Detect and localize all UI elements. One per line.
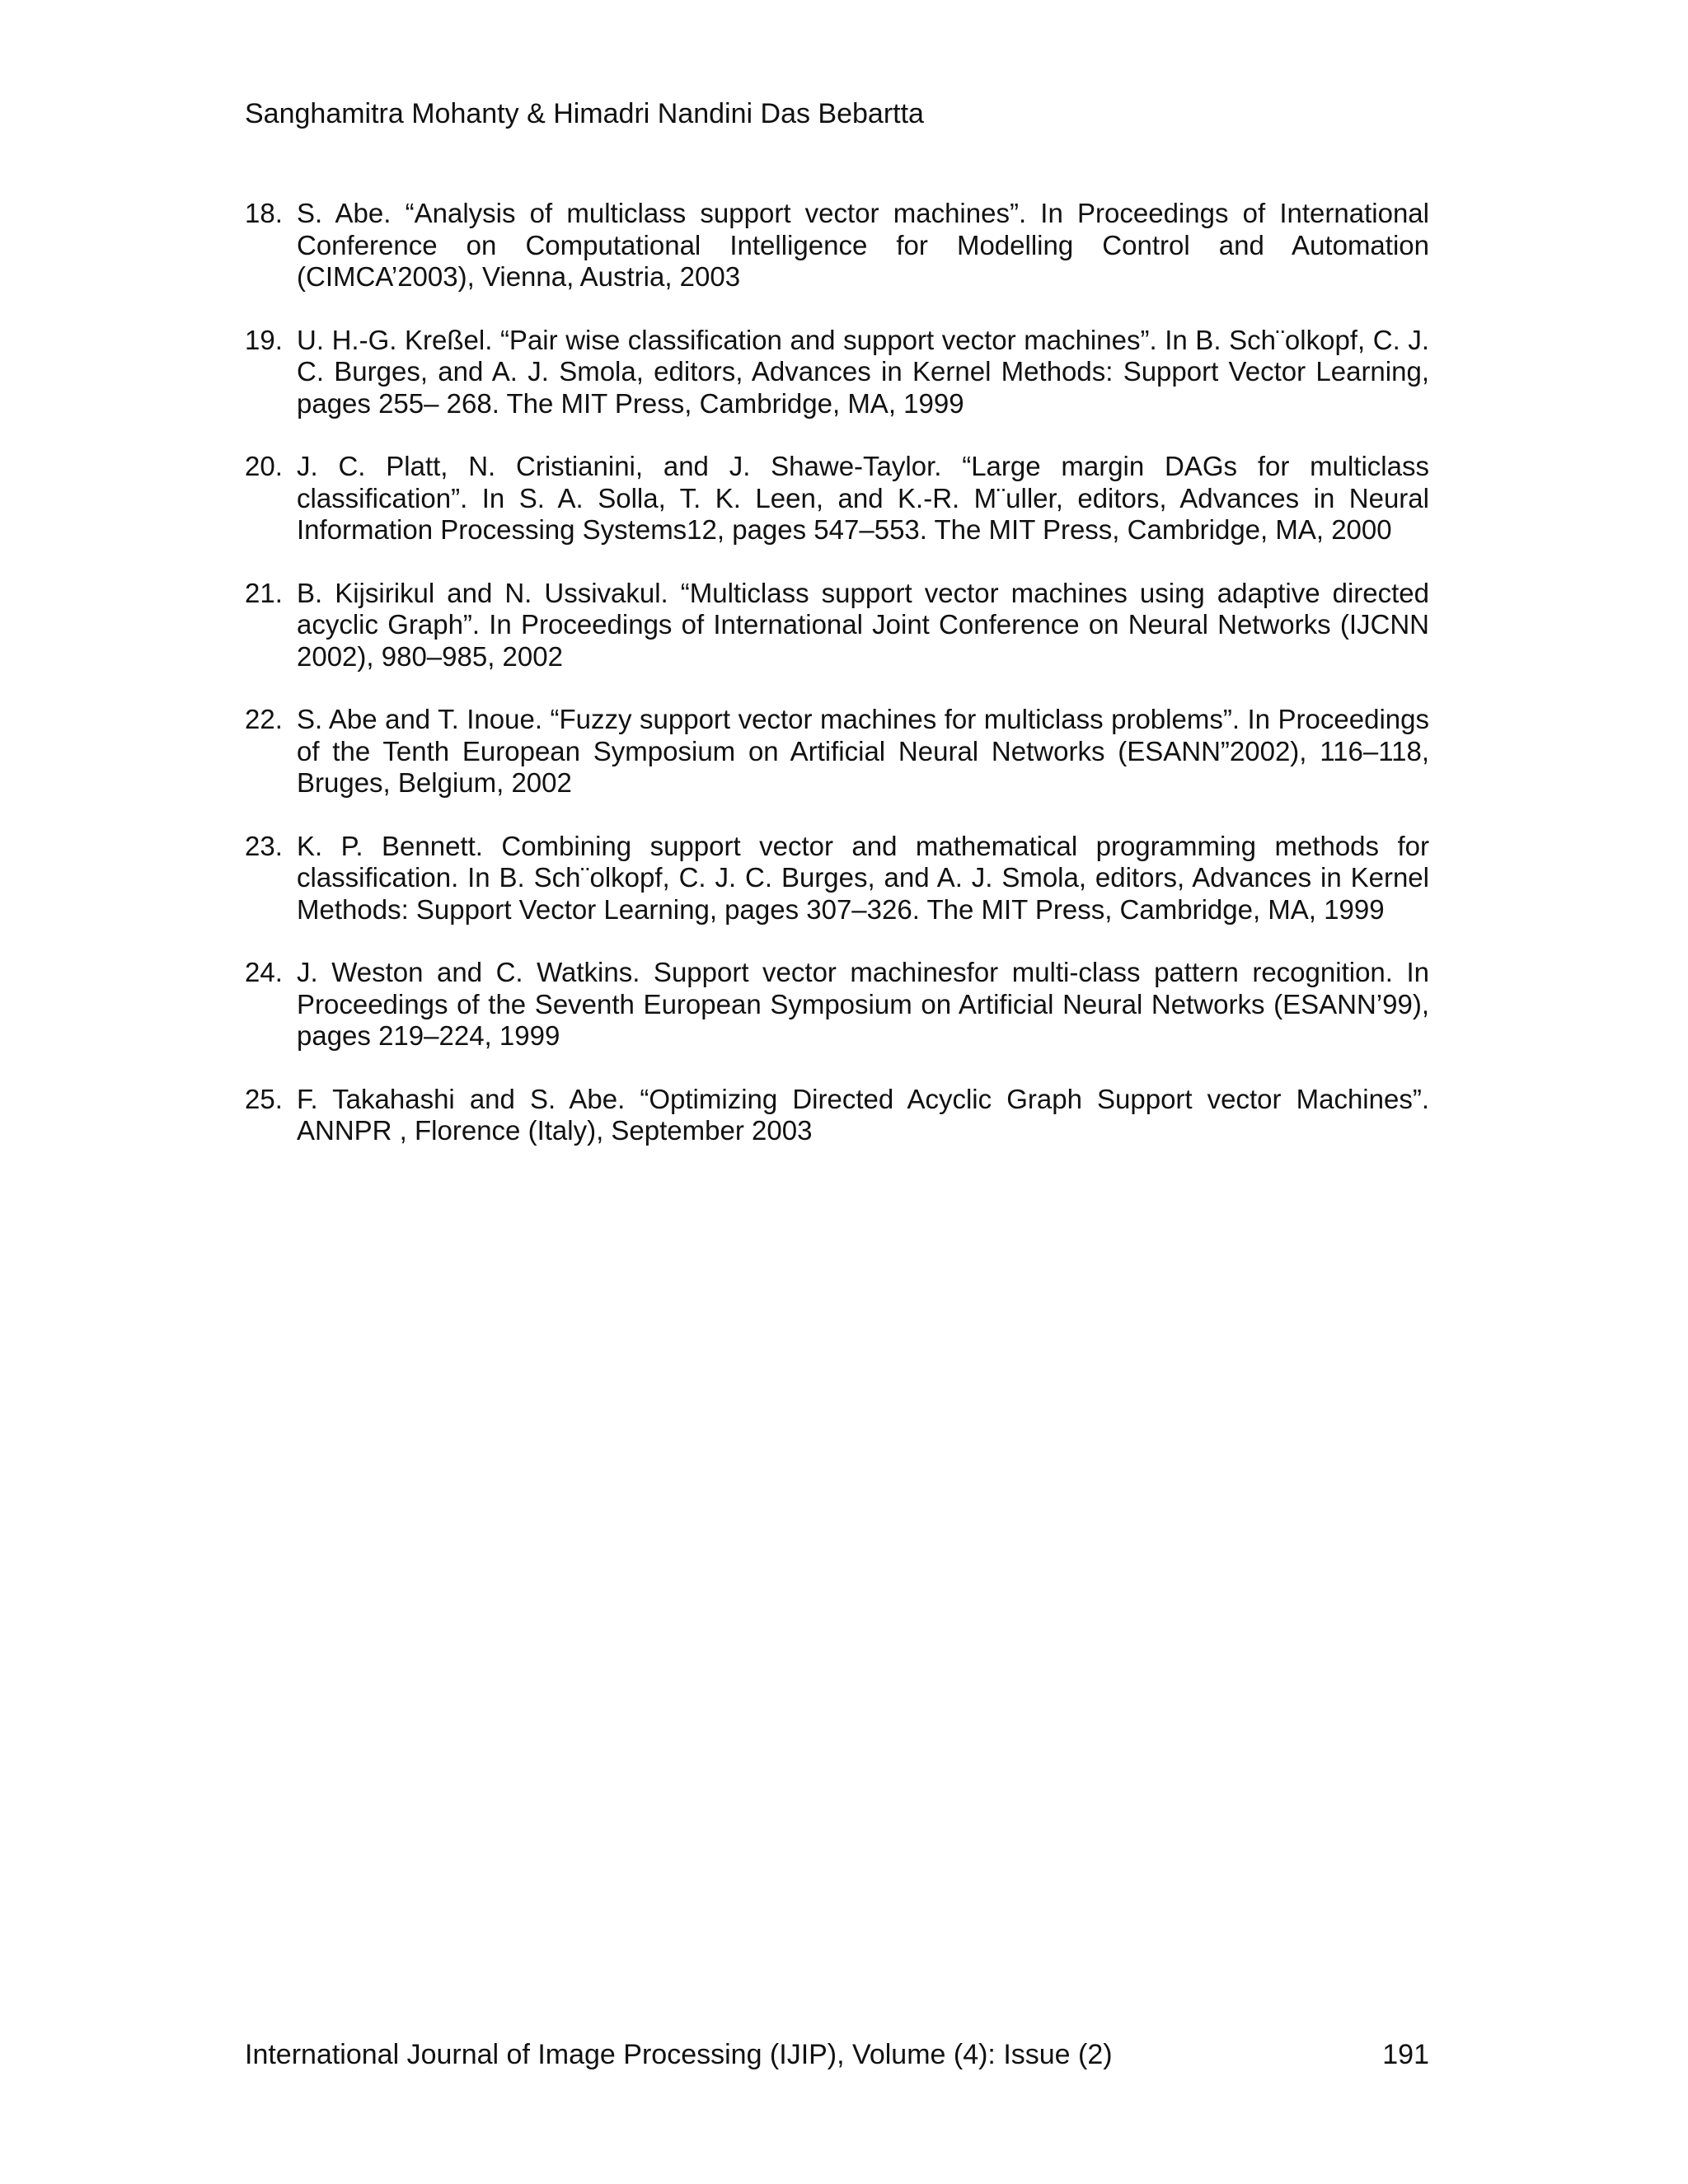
reference-number: 25. xyxy=(245,1083,283,1114)
reference-number: 24. xyxy=(245,957,283,987)
reference-number: 18. xyxy=(245,198,283,228)
reference-item-18 xyxy=(245,198,1429,293)
journal-citation: International Journal of Image Processing (IJIP), Volume (4): Issue (2) xyxy=(245,2039,1113,2070)
reference-item-21 xyxy=(245,578,1429,673)
reference-number: 19. xyxy=(245,324,283,355)
reference-number: 20. xyxy=(245,451,283,481)
reference-item-19 xyxy=(245,325,1429,420)
running-header: Sanghamitra Mohanty & Himadri Nandini Das Bebartta xyxy=(245,98,924,129)
reference-item-20 xyxy=(245,451,1429,546)
reference-item-25 xyxy=(245,1084,1429,1147)
reference-item-23 xyxy=(245,831,1429,926)
reference-item-24 xyxy=(245,957,1429,1052)
reference-text: F. Takahashi and S. Abe. “Optimizing Directed Acyclic Graph Support vector Machines”. ANNPR , Florence (Italy), September 2003 xyxy=(297,1083,1429,1146)
reference-number: 23. xyxy=(245,830,283,861)
reference-number: 22. xyxy=(245,704,283,734)
reference-text: U. H.-G. Kreßel. “Pair wise classification and support vector machines”. In B. Sch¨olkopf, C. J. C. Burges, and A. J. Smola, editors, Advances in Kernel Methods: Support Vector Learning, pages 255– 268. The MIT Press, Cambridge, MA, 1999 xyxy=(297,324,1429,419)
reference-number: 21. xyxy=(245,577,283,608)
page-number: 191 xyxy=(1382,2039,1429,2070)
reference-text: B. Kijsirikul and N. Ussivakul. “Multiclass support vector machines using adaptive directed acyclic Graph”. In Proceedings of International Joint Conference on Neural Networks (IJCNN 2002), 980–985, 2002 xyxy=(297,577,1429,672)
reference-text: S. Abe. “Analysis of multiclass support vector machines”. In Proceedings of International Conference on Computational Intelligence for Modelling Control and Automation (CIMCA’2003), Vienna, Austria, 2003 xyxy=(297,198,1429,292)
reference-text: S. Abe and T. Inoue. “Fuzzy support vector machines for multiclass problems”. In Proceedings of the Tenth European Symposium on Artificial Neural Networks (ESANN”2002), 116–118, Bruges, Belgium, 2002 xyxy=(297,704,1429,798)
reference-list xyxy=(245,198,1429,1179)
reference-item-22 xyxy=(245,704,1429,799)
reference-text: J. Weston and C. Watkins. Support vector machinesfor multi-class pattern recognition. In Proceedings of the Seventh European Symposium on Artificial Neural Networks (ESANN’99), pages 219–224, 1999 xyxy=(297,957,1429,1051)
reference-text: K. P. Bennett. Combining support vector and mathematical programming methods for classification. In B. Sch¨olkopf, C. J. C. Burges, and A. J. Smola, editors, Advances in Kernel Methods: Support Vector Learning, pages 307–326. The MIT Press, Cambridge, MA, 1999 xyxy=(297,830,1429,925)
reference-text: J. C. Platt, N. Cristianini, and J. Shawe-Taylor. “Large margin DAGs for multiclass classification”. In S. A. Solla, T. K. Leen, and K.-R. M¨uller, editors, Advances in Neural Information Processing Systems12, pages 547–553. The MIT Press, Cambridge, MA, 2000 xyxy=(297,451,1429,545)
